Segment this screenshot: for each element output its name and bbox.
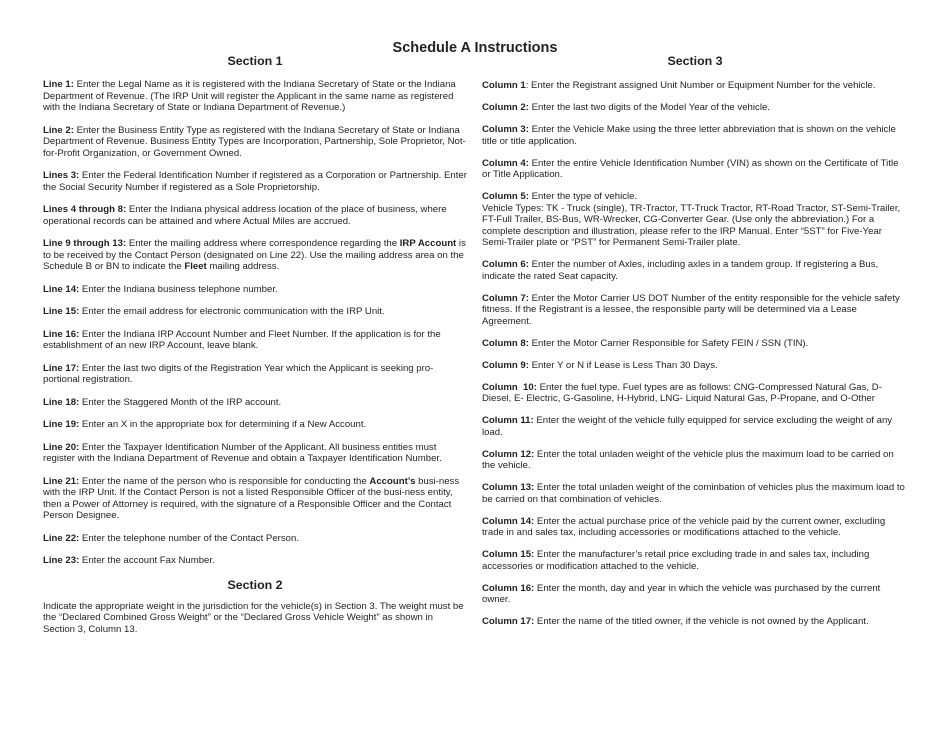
instruction-text: Enter the Motor Carrier US DOT Number of the entity responsible for the vehicle safety fitness. If the Registrant is a lessee, the responsible party will be determined via a Lease Agreement. <box>482 292 900 327</box>
instruction-text: Enter the number of Axles, including axles in a tandem group. If registering a Bus, indicate the rated Seat capacity. <box>482 259 879 282</box>
instruction-text: Enter the Vehicle Make using the three letter abbreviation that is shown on the vehicle title or title application. <box>482 124 896 147</box>
column-8-instruction <box>482 338 908 350</box>
line-14-instruction <box>43 284 467 296</box>
lines-4-8-instruction <box>43 204 467 227</box>
instruction-label: Column 4: <box>482 157 529 169</box>
instruction-label: Line 21: <box>43 475 80 487</box>
line-21-instruction <box>43 476 467 522</box>
instruction-label: Column 12: <box>482 448 535 460</box>
instruction-text: Enter the total unladen weight of the vehicle plus the maximum load to be carried on the vehicle. <box>482 448 894 471</box>
instruction-text: Enter the manufacturer’s retail price excluding trade in and sales tax, including accessories or modification attached to the vehicle. <box>482 549 870 572</box>
instruction-text: is to be received by the Contact Person (designated on Line 22). Use the mailing address area on the Schedule B or BN to indicate the <box>43 238 466 272</box>
right-column <box>482 54 908 638</box>
instruction-text: Enter the last two digits of the Registration Year which the Applicant is seeking pro-portional registration. <box>43 362 434 385</box>
line-20-instruction <box>43 442 467 465</box>
column-9-instruction <box>482 360 908 372</box>
instruction-label: Column 13: <box>482 482 535 493</box>
instruction-text: Enter the telephone number of the Contact Person. <box>79 532 299 544</box>
instruction-text: Enter the entire Vehicle Identification Number (VIN) as shown on the Certificate of Title or Title Application. <box>482 157 899 180</box>
column-2-instruction <box>482 102 908 114</box>
line-1-instruction <box>43 79 467 114</box>
instruction-text: Enter Y or N if Lease is Less Than 30 Days. <box>528 359 718 371</box>
instruction-label: Line 20: <box>43 441 80 453</box>
instruction-label: Column 9: <box>482 359 529 371</box>
instruction-label: Line 14: <box>43 283 80 295</box>
section-2-heading: Section 2 <box>227 577 283 592</box>
instruction-label: Column 15: <box>482 549 535 560</box>
instruction-label: Lines 4 through 8: <box>43 204 127 215</box>
column-15-instruction <box>482 549 908 572</box>
instruction-label: Line 16: <box>43 328 80 340</box>
instruction-label: Column 6: <box>482 259 529 270</box>
column-7-instruction <box>482 293 908 328</box>
instruction-label: Line 9 through 13: <box>43 238 127 249</box>
instruction-label: Line 18: <box>43 396 80 408</box>
instruction-label: Column 14: <box>482 515 535 527</box>
instruction-text: Enter the fuel type. Fuel types are as follows: CNG-Compressed Natural Gas, D- Diesel, E- Electric, G-Gasoline, H-Hybrid, LNG- Liquid Natural Gas, P-Propane, and O-Other <box>482 381 882 404</box>
line-19-instruction <box>43 419 467 431</box>
instruction-text: Enter the weight of the vehicle fully equipped for service excluding the weight of any load. <box>482 415 893 438</box>
instruction-label: Line 23: <box>43 555 80 566</box>
instruction-text: mailing address. <box>206 261 280 272</box>
instruction-text: Enter the Staggered Month of the IRP account. <box>79 396 282 408</box>
line-3-instruction <box>43 170 467 193</box>
instruction-text: Enter the total unladen weight of the cominbation of vehicles plus the maximum load to be carried on that combination of vehicles. <box>482 482 905 505</box>
column-1-instruction <box>482 80 908 92</box>
column-17-instruction <box>482 616 908 628</box>
vehicle-types-text: Vehicle Types: TK - Truck (single), TR-Tractor, TT-Truck Tractor, RT-Road Tractor, ST-Semi-Trailer, FT-Full Trailer, BS-Bus, WR-Wrecker, CG-Converter Gear. (Use only the abbreviation.) For a complete description and illustration, please refer to the IRP Manual. Enter “5ST” for Five-Year Semi-Trailer plate or “PST” for Permanent Semi-Trailer plate. <box>482 202 901 248</box>
instruction-label: Column 11: <box>482 415 534 426</box>
instruction-text: Enter the account Fax Number. <box>79 555 215 566</box>
left-column <box>43 54 467 646</box>
instruction-label: Column 16: <box>482 582 535 594</box>
instruction-label: Line 17: <box>43 362 80 374</box>
instruction-label: Column 1 <box>482 80 526 91</box>
column-10-instruction <box>482 382 908 405</box>
column-11-instruction <box>482 415 908 438</box>
instruction-text: Enter the last two digits of the Model Year of the vehicle. <box>528 102 770 113</box>
instruction-label: Line 19: <box>43 419 80 430</box>
instruction-text: Enter the mailing address where correspondence regarding the <box>126 238 400 249</box>
section-1-heading: Section 1 <box>227 54 283 68</box>
instruction-label: Column 5: <box>482 191 529 202</box>
instruction-label: Column 17: <box>482 616 535 627</box>
lines-9-13-instruction <box>43 238 467 273</box>
line-23-instruction <box>43 555 467 567</box>
instruction-text: Enter the type of vehicle. <box>528 191 638 202</box>
instruction-bold-text: Fleet <box>184 261 207 272</box>
column-6-instruction <box>482 259 908 282</box>
column-3-instruction <box>482 124 908 147</box>
column-13-instruction <box>482 482 908 505</box>
instruction-text: Enter the month, day and year in which the vehicle was purchased by the current owner. <box>482 582 881 605</box>
instruction-text: Enter the Indiana physical address location of the place of business, where operational records can be attained and where Actual Miles are accrued. <box>43 204 447 227</box>
instruction-label: Lines 3: <box>43 170 80 181</box>
column-14-instruction <box>482 516 908 539</box>
line-16-instruction <box>43 329 467 352</box>
page-title: Schedule A Instructions <box>392 40 558 56</box>
instruction-label: Column 8: <box>482 337 529 349</box>
line-17-instruction <box>43 363 467 386</box>
instruction-label: Column 7: <box>482 292 529 304</box>
instruction-bold-text: IRP Account <box>399 238 457 249</box>
instruction-text: Enter the Indiana IRP Account Number and Fleet Number. If the application is for the establishment of an new IRP Account, leave blank. <box>43 328 441 351</box>
section-3-heading: Section 3 <box>667 54 723 68</box>
section-2-instruction: Indicate the appropriate weight in the jurisdiction for the vehicle(s) in Section 3. The weight must be the “Declared Combined Gross Weight” or the “Declared Gross Vehicle Weight” as shown in Section 3, Column 13. <box>43 600 464 635</box>
instruction-text: Enter the Legal Name as it is registered with the Indiana Secretary of State or the Indiana Department of Revenue. (The IRP Unit will register the Applicant in the same name as registered with the Indiana Secretary of State or Indiana Department of Revenue.) <box>43 79 456 113</box>
instruction-label: Column 2: <box>482 102 529 113</box>
instruction-text: Enter the name of the person who is responsible for conducting the <box>79 475 370 487</box>
instruction-label: Column 3: <box>482 124 529 135</box>
instruction-text: Enter the email address for electronic communication with the IRP Unit. <box>79 306 385 317</box>
line-2-instruction <box>43 125 467 160</box>
instruction-text: Enter the Business Entity Type as registered with the Indiana Secretary of State or Indiana Department of Revenue. Business Entity Types are Incorporation, Partnership, Sole Proprietor, Not-for-Profit Organization, or Government Owned. <box>43 124 466 159</box>
line-22-instruction <box>43 533 467 545</box>
instruction-text: Enter the actual purchase price of the vehicle paid by the current owner, excluding trade in and sales tax, including accessories or modifications attached to the vehicle. <box>482 515 886 538</box>
instruction-text: Enter the Taxpayer Identification Number of the Applicant. All business entities must register with the Indiana Department of Revenue and obtain a Taxpayer Identification Number. <box>43 441 442 464</box>
instruction-text: Enter the Federal Identification Number if registered as a Corporation or Partnership. Enter the Social Security Number if registered as a Sole Proprietorship. <box>43 170 467 193</box>
instruction-text: Enter the name of the titled owner, if the vehicle is not owned by the Applicant. <box>534 616 869 627</box>
instruction-label: Line 22: <box>43 532 80 544</box>
instruction-text: busi-ness with the IRP Unit. If the Contact Person is not a listed Responsible Officer of the busi-ness entity, then a Power of Attorney is required, with the signature of a Responsible Officer and the Contact Person Designee. <box>43 475 460 521</box>
instruction-text: : Enter the Registrant assigned Unit Number or Equipment Number for the vehicle. <box>525 80 876 91</box>
instruction-bold-text: Account’s <box>369 475 416 487</box>
instruction-label: Line 2: <box>43 124 74 136</box>
line-15-instruction <box>43 306 467 318</box>
instruction-label: Line 15: <box>43 306 80 317</box>
instruction-text: Enter the Motor Carrier Responsible for Safety FEIN / SSN (TIN). <box>528 337 809 349</box>
column-12-instruction <box>482 449 908 472</box>
column-4-instruction <box>482 158 908 181</box>
line-18-instruction <box>43 397 467 409</box>
instruction-label: Column 10: <box>482 381 537 393</box>
instruction-text: Enter the Indiana business telephone number. <box>79 283 278 295</box>
instruction-text: Enter an X in the appropriate box for determining if a New Account. <box>79 419 367 430</box>
instruction-label: Line 1: <box>43 79 74 90</box>
column-5-instruction <box>482 191 908 249</box>
column-16-instruction <box>482 583 908 606</box>
